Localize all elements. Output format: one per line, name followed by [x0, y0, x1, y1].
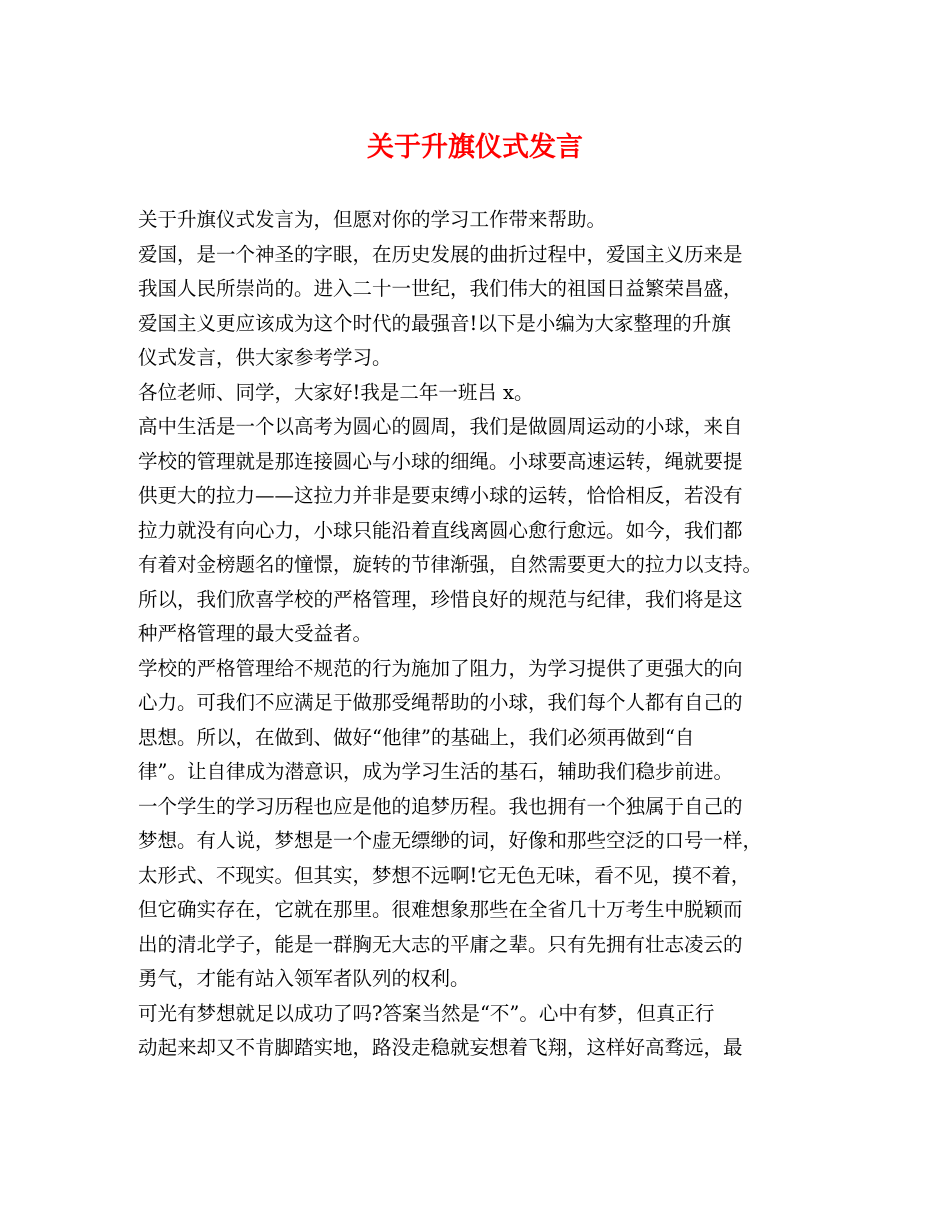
text-line: 拉力就没有向心力，小球只能沿着直线离圆心愈行愈远。如今，我们都 [138, 518, 743, 542]
text-line: 律”。让自律成为潜意识，成为学习生活的基石，辅助我们稳步前进。 [138, 760, 733, 783]
text-line: 高中生活是一个以高考为圆心的圆周，我们是做圆周运动的小球，来自 [138, 415, 743, 438]
text-line: 种严格管理的最大受益者。 [138, 622, 373, 645]
text-line: 太形式、不现实。但其实，梦想不远啊!它无色无味，看不见，摸不着， [138, 863, 751, 887]
text-line: 出的清北学子，能是一群胸无大志的平庸之辈。只有先拥有壮志凌云的 [138, 932, 743, 956]
text-line: 爱国，是一个神圣的字眼，在历史发展的曲折过程中，爱国主义历来是 [138, 242, 743, 266]
text-line: 关于升旗仪式发言为，但愿对你的学习工作带来帮助。 [138, 208, 607, 231]
text-line: 爱国主义更应该成为这个时代的最强音!以下是小编为大家整理的升旗 [138, 311, 731, 335]
text-line: 有着对金榜题名的憧憬，旋转的节律渐强，自然需要更大的拉力以支持。 [138, 553, 763, 576]
text-line: 一个学生的学习历程也应是他的追梦历程。我也拥有一个独属于自己的 [138, 794, 743, 818]
text-line: 但它确实存在，它就在那里。很难想象那些在全省几十万考生中脱颖而 [138, 898, 743, 921]
text-line: 学校的严格管理给不规范的行为施加了阻力，为学习提供了更强大的向 [138, 656, 743, 680]
text-line: 动起来却又不肯脚踏实地，路没走稳就妄想着飞翔，这样好高骛远，最 [138, 1036, 743, 1059]
text-line: 供更大的拉力——这拉力并非是要束缚小球的运转，恰恰相反，若没有 [138, 484, 743, 507]
text-line: 仪式发言，供大家参考学习。 [138, 346, 392, 369]
text-line: 勇气，才能有站入领军者队列的权利。 [138, 967, 470, 990]
text-line: 梦想。有人说，梦想是一个虚无缥缈的词，好像和那些空泛的口号一样， [138, 829, 763, 852]
text-line: 各位老师、同学，大家好!我是二年一班吕 x。 [138, 380, 534, 404]
text-line: 所以，我们欣喜学校的严格管理，珍惜良好的规范与纪律，我们将是这 [138, 587, 743, 611]
text-line: 可光有梦想就足以成功了吗?答案当然是“不”。心中有梦，但真正行 [138, 1001, 715, 1025]
text-line: 我国人民所崇尚的。进入二十一世纪，我们伟大的祖国日益繁荣昌盛， [138, 277, 743, 300]
document-body [138, 203, 828, 1066]
document-title: 关于升旗仪式发言 [367, 132, 583, 163]
text-line: 心力。可我们不应满足于做那受绳帮助的小球，我们每个人都有自己的 [138, 691, 743, 714]
text-line: 学校的管理就是那连接圆心与小球的细绳。小球要高速运转，绳就要提 [138, 449, 743, 473]
text-line: 思想。所以，在做到、做好“他律”的基础上，我们必须再做到“自 [138, 725, 695, 749]
